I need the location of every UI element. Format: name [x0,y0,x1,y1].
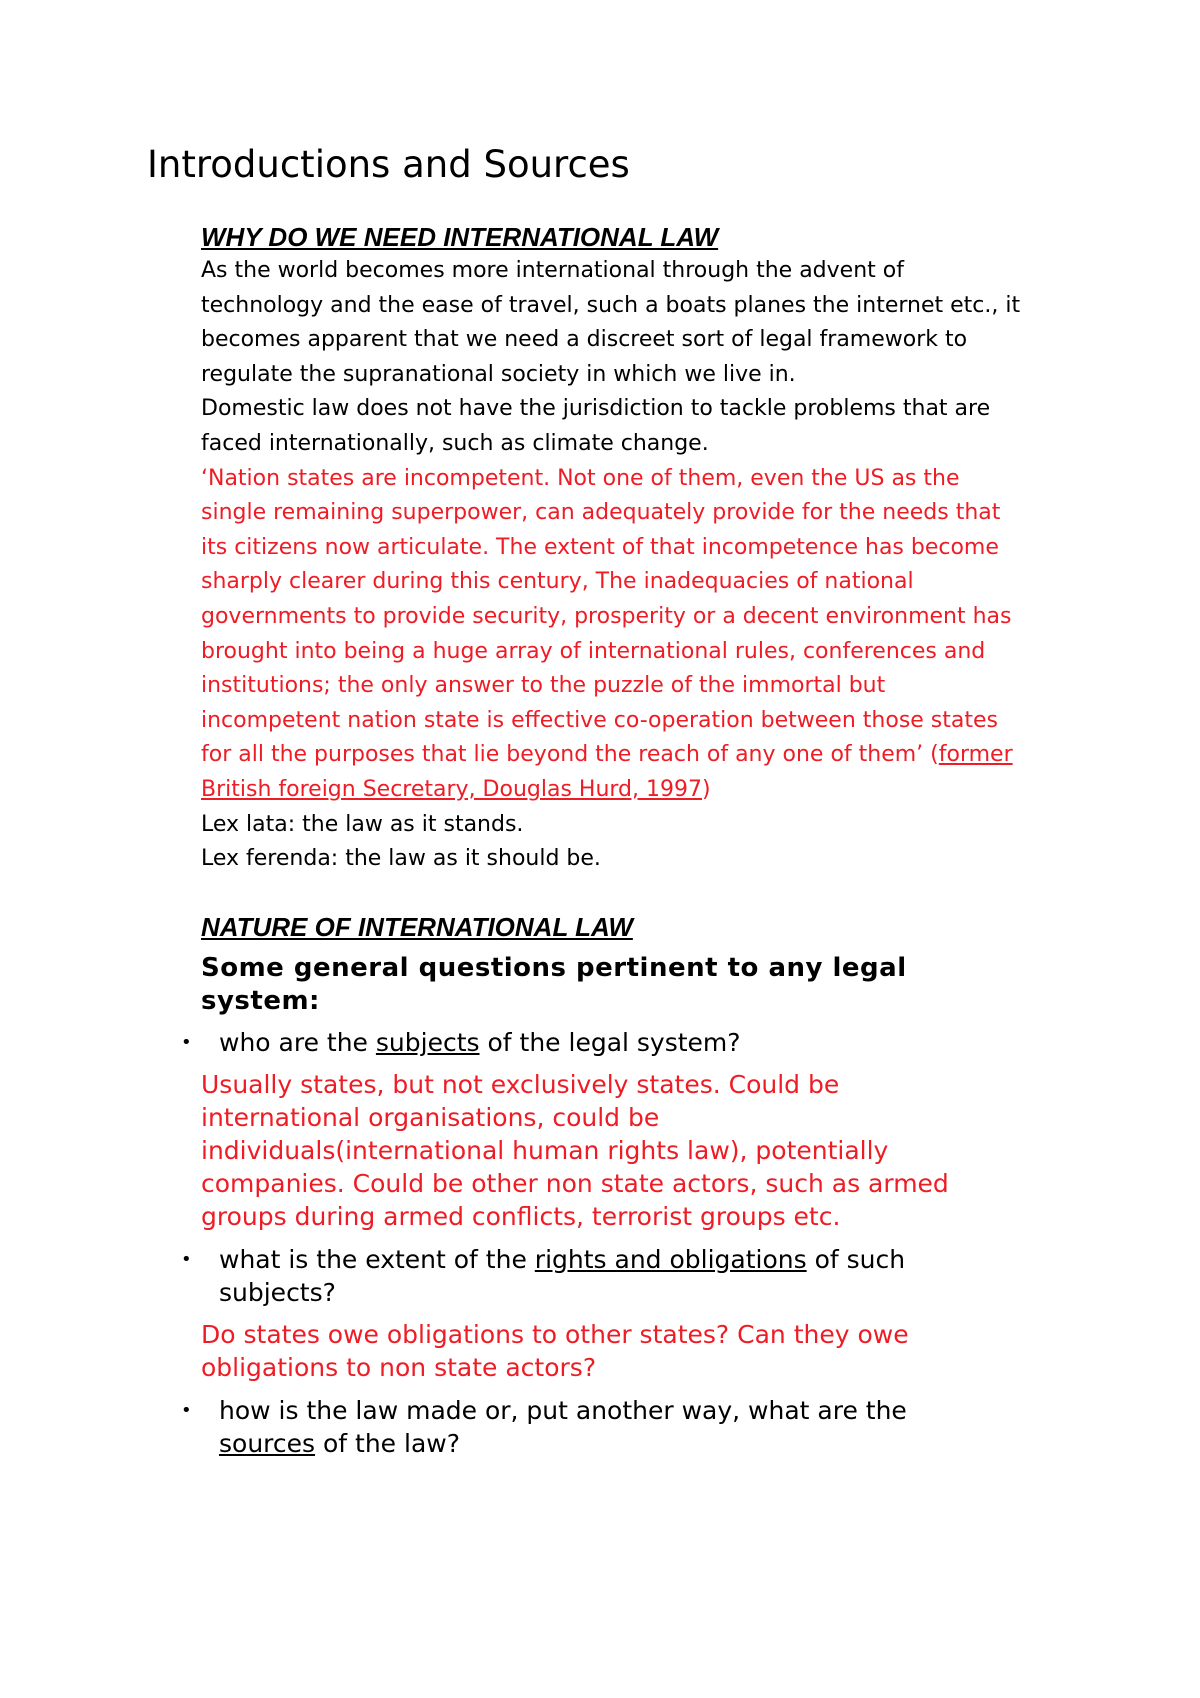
question-part: what is the extent of the [219,1245,535,1274]
lex-lata-definition: Lex lata: the law as it stands. [201,811,524,837]
question-part: of such [806,1245,906,1274]
answer-line: Do states owe obligations to other states? Can they owe [201,1320,909,1349]
text-line: regulate the supranational society in which we live in. [201,361,796,387]
quote-line-text: for all the purposes that lie beyond the reach of any one of them’ ( [201,742,939,768]
text-line: Domestic law does not have the jurisdiction to tackle problems that are [201,396,991,422]
section-why-international-law [201,220,1101,877]
answer-block [201,1068,1101,1233]
quote-last-line [201,738,1101,773]
bullet-icon: • [181,1400,192,1421]
bullet-item [181,1243,1101,1309]
text-line: technology and the ease of travel, such a boats planes the internet etc., it [201,292,1021,318]
question-text: how is the law made or, put another way, what are the [219,1396,907,1425]
key-term: rights and obligations [534,1245,807,1274]
answer-line: obligations to non state actors? [201,1353,597,1382]
intro-paragraph [201,254,1101,462]
hurd-quote [201,462,1101,808]
quote-line: brought into being a huge array of international rules, conferences and [201,638,986,664]
question-text: subjects? [219,1278,336,1307]
subheading [201,952,1101,1018]
question-part: of the legal system? [479,1028,741,1057]
answer-line: groups during armed conflicts, terrorist groups etc. [201,1202,841,1231]
text-line: becomes apparent that we need a discreet sort of legal framework to [201,327,968,353]
quote-line: incompetent nation state is effective co-operation between those states [201,707,998,733]
question-text [219,1245,905,1274]
quote-line: sharply clearer during this century, The inadequacies of national [201,569,914,595]
page-title: Introductions and Sources [147,143,630,186]
key-term: sources [219,1429,316,1458]
bullet-item [181,1026,1101,1059]
citation-link[interactable]: former [938,742,1013,768]
section-heading: NATURE OF INTERNATIONAL LAW [201,912,633,942]
citation-line [201,773,1101,808]
answer-line: companies. Could be other non state actors, such as armed [201,1169,949,1198]
citation-link[interactable]: British foreign Secretary, Douglas Hurd, 1997 [201,776,702,802]
bullet-icon: • [181,1249,192,1270]
text-line: As the world becomes more international through the advent of [201,258,904,283]
answer-line: individuals(international human rights law), potentially [201,1136,889,1165]
answer-block [201,1318,1101,1384]
answer-line: Usually states, but not exclusively states. Could be [201,1070,840,1099]
quote-line: its citizens now articulate. The extent of that incompetence has become [201,534,999,560]
bullet-icon: • [181,1032,192,1053]
section-heading: WHY DO WE NEED INTERNATIONAL LAW [201,222,719,252]
quote-line: ‘Nation states are incompetent. Not one of them, even the US as the [201,465,960,491]
section-nature-international-law [181,910,1101,1460]
subheading-line: system: [201,986,320,1016]
question-part: who are the [219,1028,376,1057]
question-text [219,1429,460,1458]
quote-line: single remaining superpower, can adequately provide for the needs that [201,500,1001,526]
question-text [219,1028,741,1057]
text-line: faced internationally, such as climate change. [201,430,709,456]
lex-ferenda-definition: Lex ferenda: the law as it should be. [201,846,601,872]
answer-line: international organisations, could be [201,1103,660,1132]
question-part: of the law? [315,1429,460,1458]
quote-line: governments to provide security, prosperity or a decent environment has [201,603,1012,629]
key-term: subjects [375,1028,480,1057]
quote-line: institutions; the only answer to the puzzle of the immortal but [201,673,886,699]
bullet-item [181,1394,1101,1460]
citation-close: ) [702,776,711,802]
subheading-line: Some general questions pertinent to any legal [201,953,907,983]
